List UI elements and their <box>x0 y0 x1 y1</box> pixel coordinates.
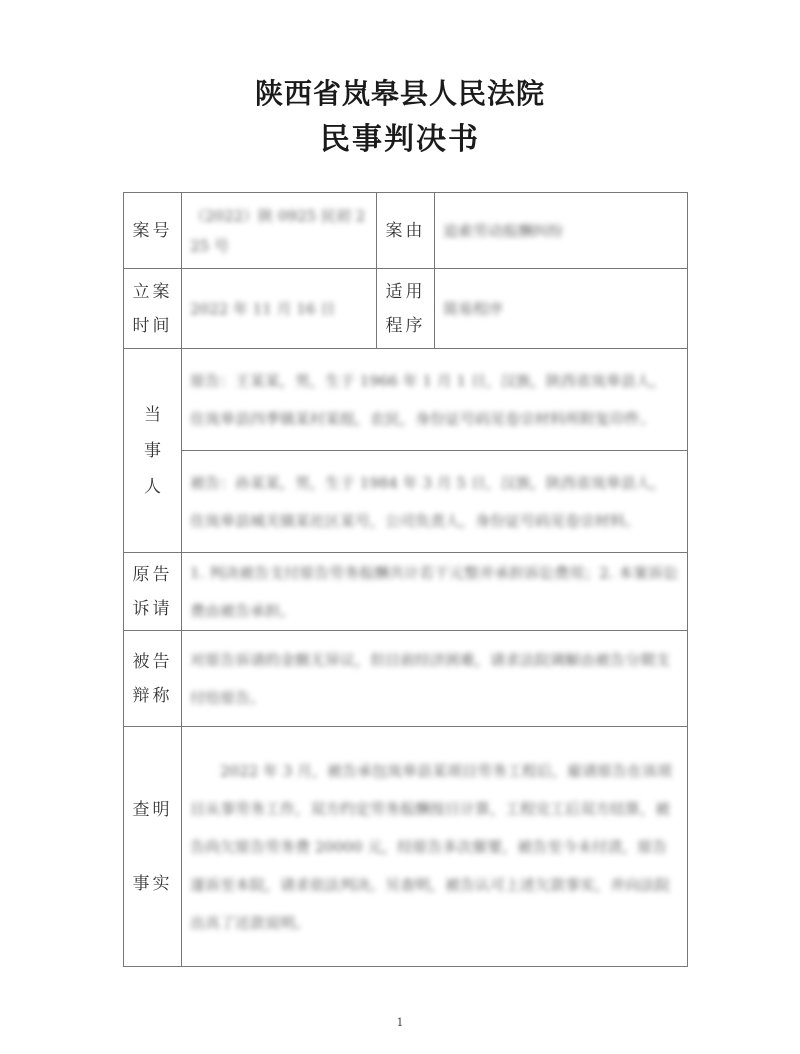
page-number: 1 <box>396 1016 404 1029</box>
facts-value: 2022 年 3 月，被告承包岚皋县某项目劳务工程后，雇请原告在该项目从事劳务工作，双方约定劳务报酬按日计算，工程完工后双方结算，被告尚欠原告劳务费 20000 元，经原告多次催要，被告至今未付清，原告遂诉至本院，请求依法判决。另查明，被告认可上述欠款事实，并向法院出具了还款说明。 <box>182 727 688 967</box>
row-case-number <box>124 193 688 269</box>
claims-value: 1. 判决被告支付原告劳务报酬共计若干元整并承担诉讼费用；2. 本案诉讼费由被告承担。 <box>182 553 688 631</box>
case-number-value: （2022）陕 0925 民初 225 号 <box>182 193 377 269</box>
document-title: 民事判决书 <box>320 122 480 157</box>
procedure-value: 简易程序 <box>435 269 688 349</box>
parties-label: 当 事 人 <box>124 349 182 553</box>
cause-value: 追索劳动报酬纠纷 <box>435 193 688 269</box>
procedure-label: 适用 程序 <box>377 269 435 349</box>
defense-value: 对原告诉请的金额无异议，但目前经济困难，请求法院调解由被告分期支付给原告。 <box>182 631 688 727</box>
cause-label: 案由 <box>377 193 435 269</box>
filing-date-label: 立案 时间 <box>124 269 182 349</box>
row-party-plaintiff <box>124 349 688 451</box>
filing-date-value: 2022 年 11 月 16 日 <box>182 269 377 349</box>
facts-label: 查明 事实 <box>124 727 182 967</box>
row-filing-date <box>124 269 688 349</box>
plaintiff-info: 原告：王某某，男，生于 1966 年 1 月 1 日，汉族，陕西省岚皋县人，住岚皋县四季镇某村某组，农民，身份证号码见卷宗材料所附复印件。 <box>182 349 688 451</box>
row-party-defendant <box>124 451 688 553</box>
claims-label: 原告 诉请 <box>124 553 182 631</box>
row-defense <box>124 631 688 727</box>
case-info-table <box>123 192 688 967</box>
case-number-label: 案号 <box>124 193 182 269</box>
defendant-info: 被告：孙某某，男，生于 1984 年 3 月 5 日，汉族，陕西省岚皋县人，住岚皋县城关镇某社区某号，公司负责人，身份证号码见卷宗材料。 <box>182 451 688 553</box>
row-claims <box>124 553 688 631</box>
court-name: 陕西省岚皋县人民法院 <box>254 77 545 110</box>
row-facts <box>124 727 688 967</box>
defense-label: 被告 辩称 <box>124 631 182 727</box>
